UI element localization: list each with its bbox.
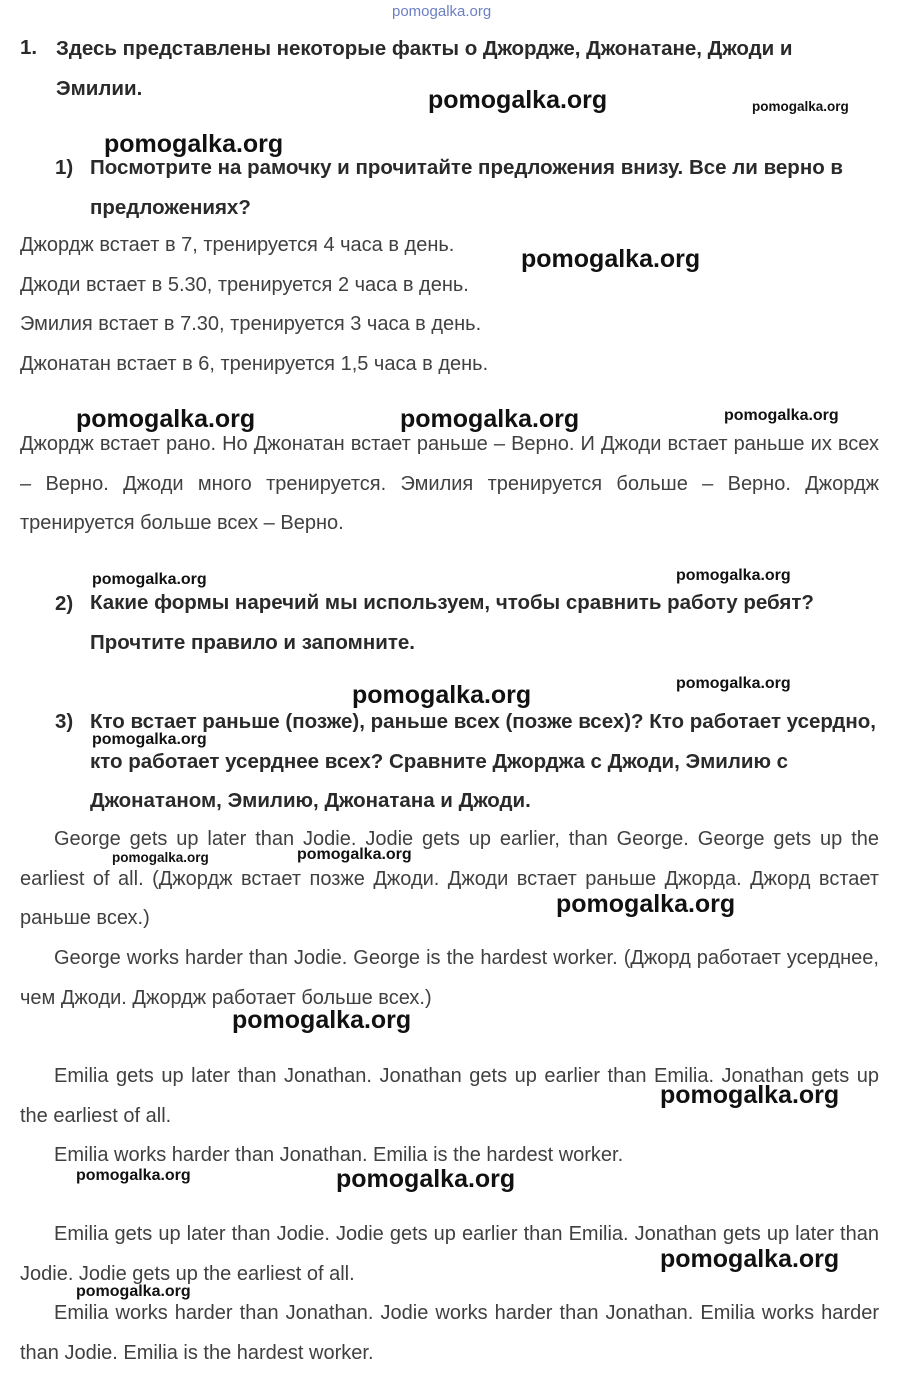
watermark: pomogalka.org	[76, 1283, 191, 1300]
answer3-paragraph: Emilia works harder than Jonathan. Emilia is the hardest worker.	[54, 1144, 624, 1166]
answer3-paragraph: Emilia gets up later than Jonathan. Jonathan gets up earlier than Emilia. Jonathan gets up the earliest of all.	[20, 1065, 879, 1127]
header-url[interactable]: pomogalka.org	[392, 3, 492, 20]
watermark: pomogalka.org	[76, 405, 256, 433]
q2-number: 2)	[55, 592, 74, 615]
answer3-paragraph: Emilia gets up later than Jodie. Jodie gets up earlier than Emilia. Jonathan gets up later than Jodie. Jodie gets up the earliest of all.	[20, 1223, 879, 1285]
watermark: pomogalka.org	[352, 681, 532, 709]
watermark: pomogalka.org	[676, 567, 791, 584]
watermark: pomogalka.org	[336, 1165, 516, 1193]
watermark: pomogalka.org	[232, 1006, 412, 1034]
watermark: pomogalka.org	[676, 675, 791, 692]
q2-text: Какие формы наречий мы используем, чтобы сравнить работу ребят? Прочтите правило и запомните.	[90, 591, 814, 654]
watermark: pomogalka.org	[76, 1167, 191, 1184]
watermark: pomogalka.org	[556, 890, 736, 918]
q1-number: 1)	[55, 156, 74, 179]
fact-line: Джоди встает в 5.30, тренируется 2 часа в день.	[20, 274, 469, 296]
q1-text: Посмотрите на рамочку и прочитайте предложения внизу. Все ли верно в предложениях?	[90, 156, 844, 219]
fact-line: Джонатан встает в 6, тренируется 1,5 часа в день.	[20, 353, 489, 375]
task1-number: 1.	[20, 36, 38, 59]
watermark: pomogalka.org	[92, 571, 207, 588]
watermark: pomogalka.org	[724, 407, 839, 424]
fact-line: Джордж встает в 7, тренируется 4 часа в день.	[20, 234, 455, 256]
watermark: pomogalka.org	[297, 846, 412, 863]
watermark: pomogalka.org	[104, 130, 284, 158]
watermark: pomogalka.org	[92, 731, 207, 748]
task1-text: Здесь представлены некоторые факты о Джордже, Джонатане, Джоди и Эмилии.	[56, 37, 793, 100]
answer3-paragraph: George works harder than Jodie. George is the hardest worker. (Джорд работает усерднее, чем Джоди. Джордж работает больше всех.)	[20, 947, 879, 1009]
watermark: pomogalka.org	[428, 86, 608, 114]
q3-number: 3)	[55, 710, 74, 733]
watermark: pomogalka.org	[521, 245, 701, 273]
answer3-paragraph: George gets up later than Jodie. Jodie gets up earlier, than George. George gets up the earliest of all. (Джордж встает позже Джоди. Джоди встает раньше Джорда. Джорд встает раньше всех.)	[20, 828, 879, 929]
answer3-paragraph: Emilia works harder than Jonathan. Jodie works harder than Jonathan. Emilia works harder than Jodie. Emilia is the hardest worker.	[20, 1302, 879, 1364]
watermark: pomogalka.org	[660, 1245, 840, 1273]
watermark: pomogalka.org	[660, 1081, 840, 1109]
q3-text: Кто встает раньше (позже), раньше всех (позже всех)? Кто работает усердно, кто работает усерднее всех? Сравните Джорджа с Джоди, Эмилию с Джонатаном, Эмилию, Джонатана и Джоди.	[90, 710, 876, 812]
watermark: pomogalka.org	[400, 405, 580, 433]
answer1-paragraph: Джордж встает рано. Но Джонатан встает раньше – Верно. И Джоди встает раньше их всех – Верно. Джоди много тренируется. Эмилия тренируется больше – Верно. Джордж тренируется больше всех – Верно.	[20, 433, 879, 534]
watermark: pomogalka.org	[112, 850, 209, 865]
watermark: pomogalka.org	[752, 99, 849, 114]
fact-line: Эмилия встает в 7.30, тренируется 3 часа в день.	[20, 313, 482, 335]
